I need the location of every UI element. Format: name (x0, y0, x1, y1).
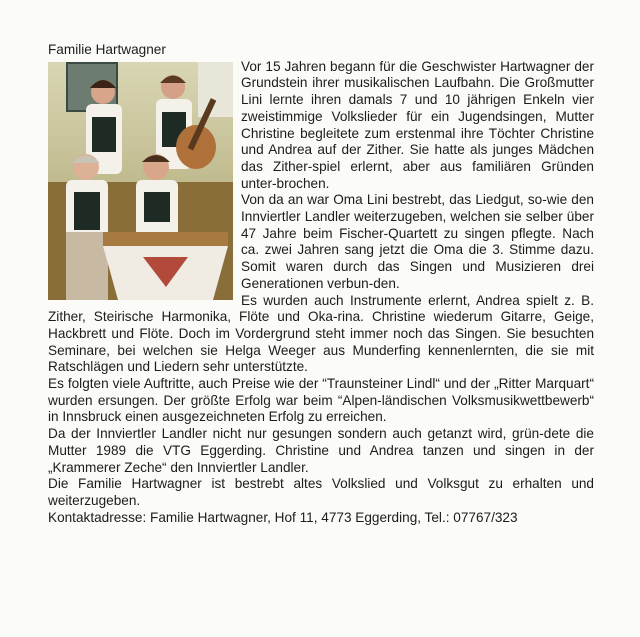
paragraph-landler: Da der Innviertler Landler nicht nur gesungen sondern auch getanzt wird, grün-dete die Mutter 1989 die VTG Eggerding. Christine und Andrea tanzen und singen in der „Krammerer Zeche“ den Innviertler Landler. (48, 426, 594, 475)
paragraph-tradition: Die Familie Hartwagner ist bestrebt altes Volkslied und Volksgut zu erhalten und weiterzugeben. (48, 476, 594, 508)
paragraph-intro-text: Vor 15 Jahren begann für die Geschwister Hartwagner der Grundstein ihrer musikalischen Laufbahn. Die Großmutter Lini lernte ihren damals 7 und 10 jährigen Enkeln vier zweistimmige Volkslieder für ein Jugendsingen, Mutter Christine begleitete zum erstenmal ihre Töchter Christine und Andrea auf der Zither. Sie hatte als junges Mädchen das Zither-spiel erlernt, aber aus familiären Gründen unter-brochen. (241, 58, 594, 191)
paragraph-oma-lini: Von da an war Oma Lini bestrebt, das Liedgut, so-wie den Innviertler Landler weiterzugeben, welchen sie selber über 47 Jahre beim Fischer-Quartett zu singen pflegte. Nach ca. zwei Jahren sang jetzt die Oma die 3. Stimme dazu. Somit waren durch das Singen und Musizieren drei Generationen verbun-den. (241, 192, 594, 291)
paragraph-awards: Es folgten viele Auftritte, auch Preise wie der “Traunsteiner Lindl“ und der „Ritter Marquart“ wurden ersungen. Der größte Erfolg war beim “Alpen-ländischen Volksmusikwettbewerb“ in Innsbruck einen ausgezeichneten Erfolg zu erreichen. (48, 376, 594, 425)
contact-address: Kontaktadresse: Familie Hartwagner, Hof 11, 4773 Eggerding, Tel.: 07767/323 (48, 509, 518, 525)
paragraph-instruments: Es wurden auch Instrumente erlernt, Andrea spielt z. B. Zither, Steirische Harmonika, Flöte und Oka-rina. Christine wiederum Gitarre, Geige, Hackbrett und Flöte. Doch im Vordergrund steht immer noch das Singen. Sie besuchten Seminare, bei welchen sie Helga Weeger aus Munderfing kennenlernten, die sie mit Ratschlägen und Liedern sehr unterstützte. (48, 292, 594, 375)
article (48, 42, 594, 526)
family-photo (48, 62, 233, 300)
article-title: Familie Hartwagner (48, 42, 166, 57)
paragraph-intro (48, 59, 594, 193)
